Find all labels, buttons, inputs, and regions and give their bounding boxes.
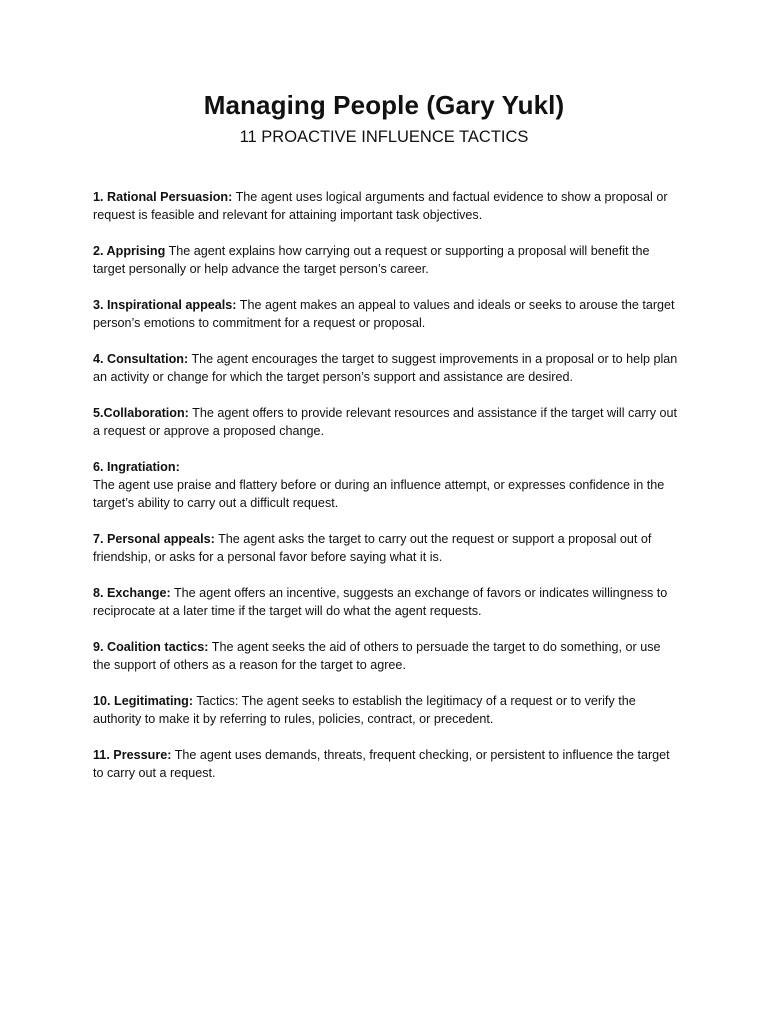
tactic-description: The agent asks the target to carry out the request or support a proposal out of friendship, or asks for a personal favor before saying what it is. [93, 532, 652, 564]
tactic-term: 2. Apprising [93, 244, 166, 258]
tactic-term: 11. Pressure: [93, 748, 172, 762]
tactic-term: 8. Exchange: [93, 586, 171, 600]
tactic-inspirational-appeals [93, 296, 678, 332]
tactic-term: 9. Coalition tactics: [93, 640, 209, 654]
tactic-rational-persuasion [93, 188, 678, 224]
tactic-legitimating [93, 692, 678, 728]
tactic-description: The agent offers to provide relevant resources and assistance if the target will carry out a request or approve a proposed change. [93, 406, 678, 438]
tactic-description: The agent makes an appeal to values and ideals or seeks to arouse the target person’s emotions to commitment for a request or proposal. [93, 298, 675, 330]
tactic-pressure [93, 746, 678, 782]
tactic-description: The agent uses demands, threats, frequent checking, or persistent to influence the target to carry out a request. [93, 748, 670, 780]
tactic-coalition-tactics [93, 638, 678, 674]
tactics-list [93, 188, 678, 800]
tactic-description: The agent explains how carrying out a request or supporting a proposal will benefit the target personally or help advance the target person’s career. [93, 244, 650, 276]
tactic-term: 4. Consultation: [93, 352, 189, 366]
tactic-personal-appeals [93, 530, 678, 566]
tactic-description: The agent encourages the target to suggest improvements in a proposal or to help plan an activity or change for which the target person’s support and assistance are desired. [93, 352, 678, 384]
tactic-exchange [93, 584, 678, 620]
tactic-term: 5.Collaboration: [93, 406, 189, 420]
tactic-description: Tactics: The agent seeks to establish the legitimacy of a request or to verify the authority to make it by referring to rules, policies, contract, or precedent. [93, 694, 636, 726]
tactic-apprising [93, 242, 678, 278]
tactic-description: The agent uses logical arguments and factual evidence to show a proposal or request is feasible and relevant for attaining important task objectives. [93, 190, 668, 222]
tactic-term: 1. Rational Persuasion: [93, 190, 233, 204]
tactic-term: 6. Ingratiation: [93, 460, 180, 474]
document-title: Managing People (Gary Yukl) [203, 90, 565, 120]
tactic-term: 3. Inspirational appeals: [93, 298, 237, 312]
tactic-description: The agent offers an incentive, suggests an exchange of favors or indicates willingness to reciprocate at a later time if the target will do what the agent requests. [93, 586, 668, 618]
tactic-description: The agent use praise and flattery before or during an influence attempt, or expresses confidence in the target’s ability to carry out a difficult request. [93, 478, 665, 510]
tactic-collaboration [93, 404, 678, 440]
tactic-consultation [93, 350, 678, 386]
tactic-term: 10. Legitimating: [93, 694, 194, 708]
tactic-ingratiation [93, 458, 678, 512]
tactic-description: The agent seeks the aid of others to persuade the target to do something, or use the support of others as a reason for the target to agree. [93, 640, 661, 672]
tactic-term: 7. Personal appeals: [93, 532, 215, 546]
document-subtitle: 11 PROACTIVE INFLUENCE TACTICS [239, 128, 529, 146]
